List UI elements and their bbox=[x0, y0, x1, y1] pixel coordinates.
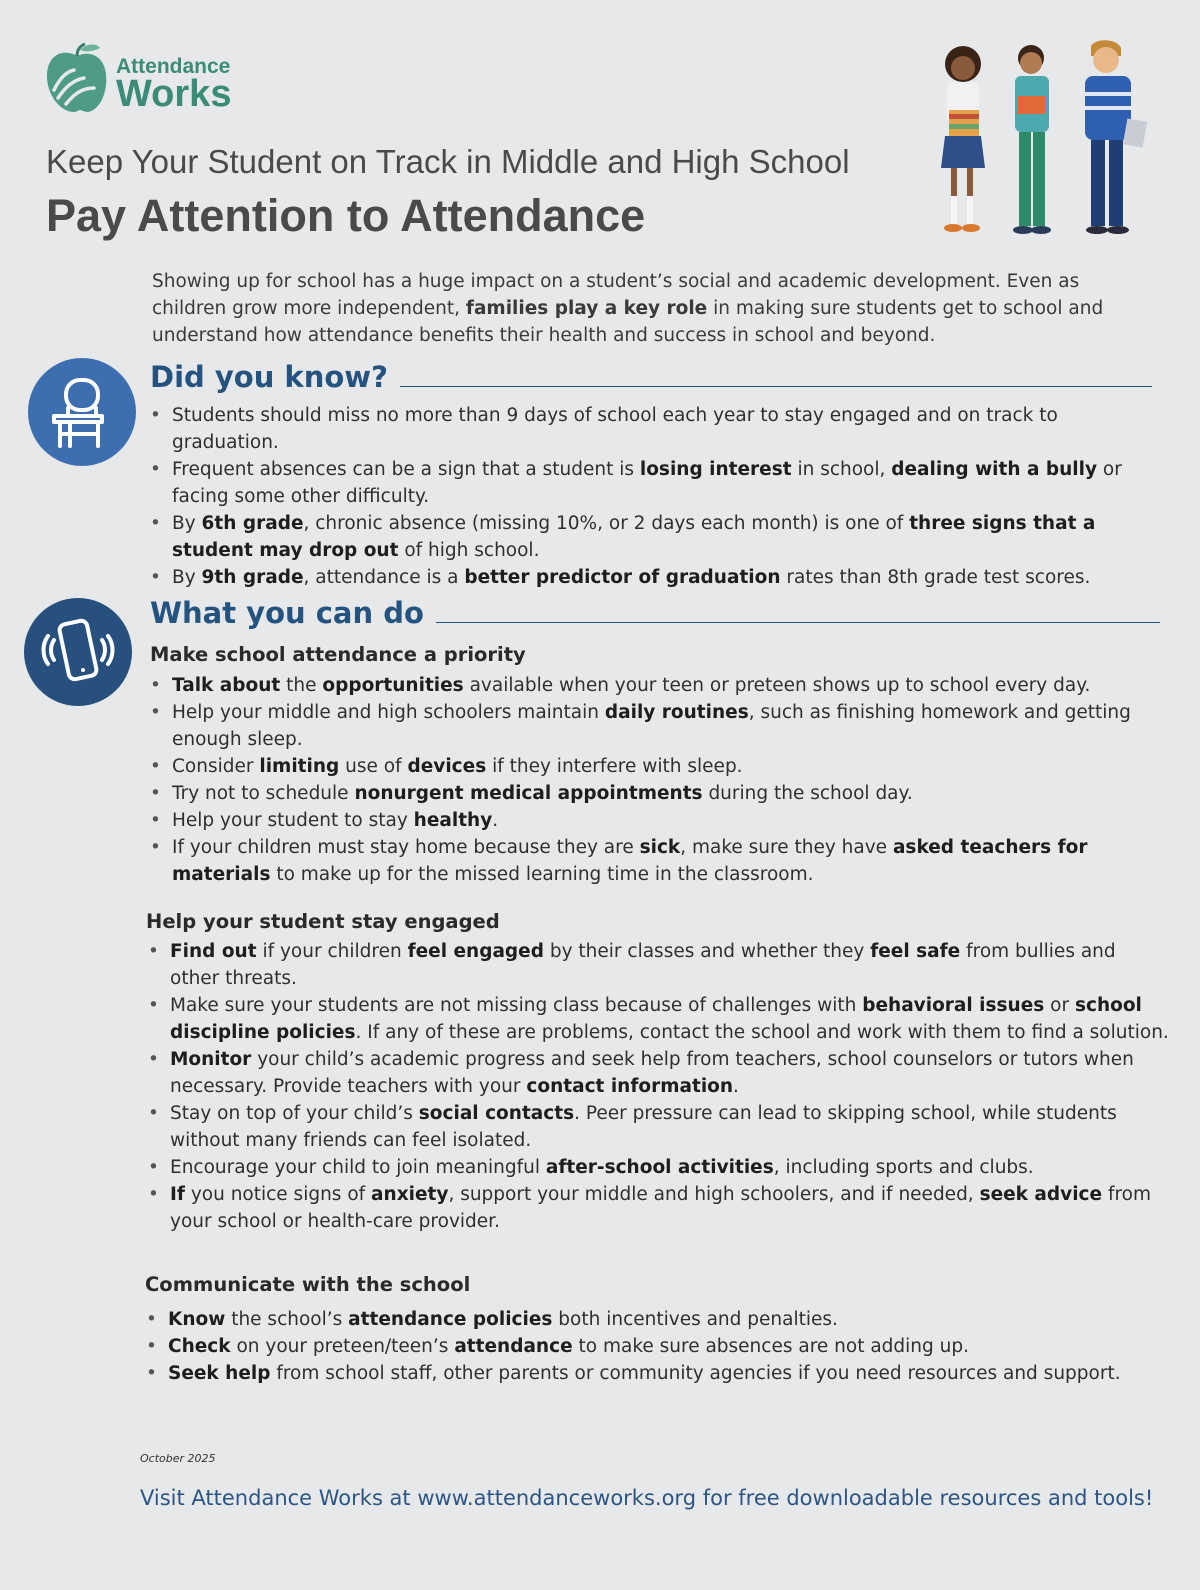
list-item: • Students should miss no more than 9 days of school each year to stay engaged and on track to graduation. bbox=[150, 402, 1160, 456]
intro-bold: families play a key role bbox=[465, 298, 708, 319]
list-item: • Talk about the opportunities available when your teen or preteen shows up to school every day. bbox=[150, 672, 1170, 699]
communicate-list bbox=[146, 1306, 1166, 1387]
list-item: • Find out if your children feel engaged by their classes and whether they feel safe from bullies and other threats. bbox=[148, 938, 1170, 992]
title-line-2: Pay Attention to Attendance bbox=[46, 190, 646, 241]
list-item: • By 9th grade, attendance is a better predictor of graduation rates than 8th grade test scores. bbox=[150, 564, 1160, 591]
intro-paragraph bbox=[152, 268, 1142, 349]
list-item: • Make sure your students are not missing class because of challenges with behavioral issues or school discipline policies. If any of these are problems, contact the school and work with them to find a solution. bbox=[148, 992, 1170, 1046]
attendance-works-logo bbox=[44, 42, 254, 122]
did-you-know-heading bbox=[150, 360, 1152, 394]
boy-laptop-figure bbox=[1085, 40, 1147, 234]
list-item: • Consider limiting use of devices if they interfere with sleep. bbox=[150, 753, 1170, 780]
communicate-subheading: Communicate with the school bbox=[145, 1273, 471, 1296]
list-item: • Try not to schedule nonurgent medical appointments during the school day. bbox=[150, 780, 1170, 807]
publication-date: October 2025 bbox=[140, 1452, 216, 1465]
did-you-know-list bbox=[150, 402, 1160, 591]
list-item: • Know the school’s attendance policies both incentives and penalties. bbox=[146, 1306, 1166, 1333]
phone-vibrate-icon bbox=[24, 598, 132, 706]
students-illustration bbox=[935, 36, 1165, 246]
boy-reading-figure bbox=[1013, 45, 1051, 234]
what-you-can-do-heading-text: What you can do bbox=[150, 596, 424, 630]
priority-subheading: Make school attendance a priority bbox=[150, 643, 526, 666]
girl-figure bbox=[941, 46, 985, 232]
list-item: • Help your student to stay healthy. bbox=[150, 807, 1170, 834]
list-item: • Encourage your child to join meaningful after-school activities, including sports and clubs. bbox=[148, 1154, 1170, 1181]
intro-text: Showing up for school has a huge impact on a student’s social and academic development. Even as children grow more independent, bbox=[152, 271, 1080, 319]
school-desk-icon bbox=[28, 358, 136, 466]
priority-list bbox=[150, 672, 1170, 888]
logo-line-1: Attendance bbox=[116, 55, 231, 78]
footer-visit-link[interactable]: Visit Attendance Works at www.attendanceworks.org for free downloadable resources and tools! bbox=[140, 1486, 1154, 1510]
list-item: • Stay on top of your child’s social contacts. Peer pressure can lead to skipping school, while students without many friends can feel isolated. bbox=[148, 1100, 1170, 1154]
apple-hand-icon bbox=[44, 42, 110, 116]
list-item: • By 6th grade, chronic absence (missing 10%, or 2 days each month) is one of three signs that a student may drop out of high school. bbox=[150, 510, 1160, 564]
list-item: • Help your middle and high schoolers maintain daily routines, such as finishing homework and getting enough sleep. bbox=[150, 699, 1170, 753]
did-you-know-heading-text: Did you know? bbox=[150, 360, 388, 394]
list-item: • If your children must stay home because they are sick, make sure they have asked teachers for materials to make up for the missed learning time in the classroom. bbox=[150, 834, 1170, 888]
list-item: • Frequent absences can be a sign that a student is losing interest in school, dealing with a bully or facing some other difficulty. bbox=[150, 456, 1160, 510]
list-item: • If you notice signs of anxiety, support your middle and high schoolers, and if needed, seek advice from your school or health-care provider. bbox=[148, 1181, 1170, 1235]
intro-text-end: in making sure students get to school and understand how attendance benefits their health and success in school and beyond. bbox=[152, 298, 1104, 346]
logo-line-2: Works bbox=[116, 73, 232, 115]
list-item: • Seek help from school staff, other parents or community agencies if you need resources and support. bbox=[146, 1360, 1166, 1387]
engaged-subheading: Help your student stay engaged bbox=[146, 910, 500, 933]
what-you-can-do-heading bbox=[150, 596, 1160, 630]
title-line-1: Keep Your Student on Track in Middle and High School bbox=[46, 143, 850, 180]
engaged-list bbox=[148, 938, 1170, 1235]
list-item: • Check on your preteen/teen’s attendance to make sure absences are not adding up. bbox=[146, 1333, 1166, 1360]
list-item: • Monitor your child’s academic progress and seek help from teachers, school counselors or tutors when necessary. Provide teachers with your contact information. bbox=[148, 1046, 1170, 1100]
